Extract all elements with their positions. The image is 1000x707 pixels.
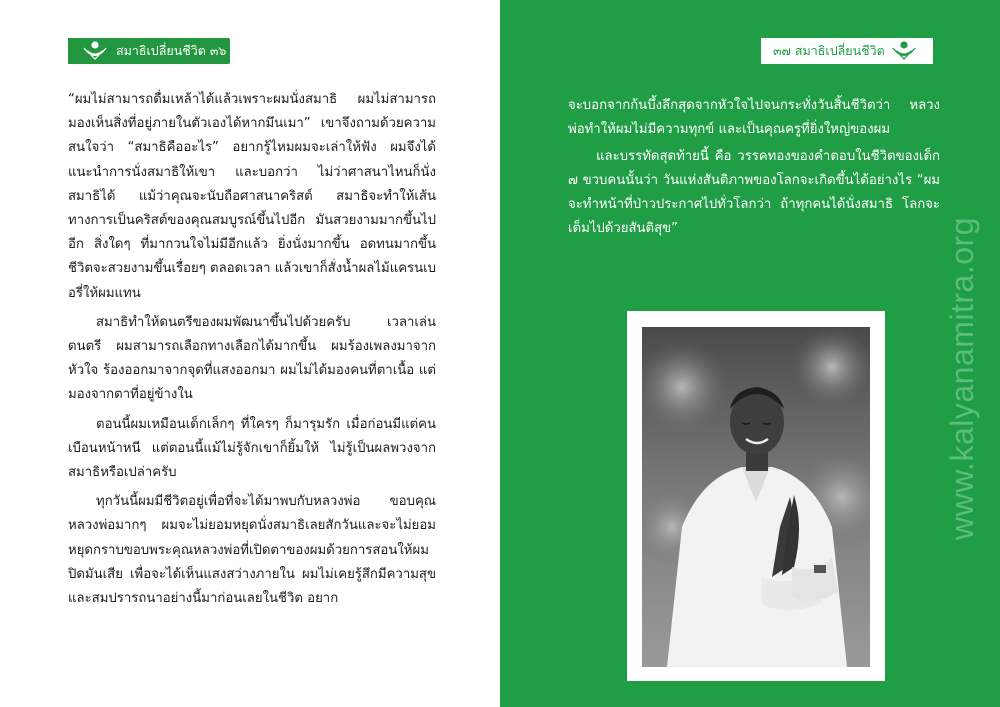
- portrait-photo: [642, 327, 870, 667]
- paragraph: จะบอกจากก้นบึ้งลึกสุดจากหัวใจไปจนกระทั่งวันสิ้นชีวิตว่า หลวงพ่อทำให้ผมไม่มีความทุกข์ และเป็นคุณครูที่ยิ่งใหญ่ของผม: [568, 98, 940, 137]
- meditation-logo-icon: [82, 40, 108, 62]
- left-header-label: สมาธิเปลี่ยนชีวิต ๓๖: [116, 43, 227, 58]
- right-body-text: [568, 94, 940, 244]
- website-watermark: www.kalyanamitra.org: [944, 217, 980, 540]
- right-header-label: ๓๗ สมาธิเปลี่ยนชีวิต: [773, 43, 885, 58]
- photo-frame: [627, 311, 885, 681]
- portrait-photo-illustration: [642, 327, 870, 667]
- right-header-tab: [761, 38, 933, 64]
- paragraph: สมาธิทำให้ดนตรีของผมพัฒนาขึ้นไปด้วยครับ เวลาเล่นดนตรี ผมสามารถเลือกทางเลือกได้มากขึ้น ผมร้องเพลงมาจากหัวใจ ร้องออกมาจากจุดที่แสงออกมา ผมไม่ได้มองคนที่ตาเนื้อ แต่มองจากตาที่อยู่ข้างใน: [68, 314, 436, 403]
- paragraph: ตอนนี้ผมเหมือนเด็กเล็กๆ ที่ใครๆ ก็มารุมรัก เมื่อก่อนมีแต่คนเบือนหน้าหนี แต่ตอนนี้แม้ไม่รู้จักเขาก็ยิ้มให้ ไม่รู้เป็นผลพวงจากสมาธิหรือเปล่าครับ: [68, 416, 436, 481]
- left-body-text: [68, 88, 436, 616]
- paragraph: ทุกวันนี้ผมมีชีวิตอยู่เพื่อที่จะได้มาพบกับหลวงพ่อ ขอบคุณหลวงพ่อมากๆ ผมจะไม่ยอมหยุดนั่งสมาธิเลยสักวันและจะไม่ยอมหยุดกราบขอบพระคุณหลวงพ่อที่เปิดตาของผมด้วยการสอนให้ผมปิดมันเสีย เพื่อจะได้เห็นแสงสว่างภายใน ผมไม่เคยรู้สึกมีความสุขและสมปรารถนาอย่างนี้มาก่อนเลยในชีวิต อยาก: [68, 494, 436, 607]
- left-header-tab: [68, 38, 230, 64]
- paragraph: “ผมไม่สามารถดื่มเหล้าได้แล้วเพราะผมนั่งสมาธิ ผมไม่สามารถมองเห็นสิ่งที่อยู่ภายในตัวเองได้หากมึนเมา” เขาจึงถามด้วยความสนใจว่า “สมาธิคืออะไร” อยากรู้ไหมผมจะเล่าให้ฟัง ผมจึงได้แนะนำการนั่งสมาธิให้เขา และบอกว่า ไม่ว่าศาสนาไหนก็นั่งสมาธิได้ แม้ว่าคุณจะนับถือศาสนาคริสต์ สมาธิจะทำให้เส้นทางการเป็นคริสต์ของคุณสมบูรณ์ขึ้นไปอีก มันสวยงามมากขึ้นไปอีก สิ่งใดๆ ที่มากวนใจไม่มีอีกแล้ว ยิ่งนั่งมากขึ้น อดทนมากขึ้น ชีวิตจะสวยงามขึ้นเรื่อยๆ ตลอดเวลา แล้วเขาก็สั่งน้ำผลไม้แครนเบอรี่ให้ผมแทน: [68, 92, 436, 301]
- paragraph: และบรรทัดสุดท้ายนี้ คือ วรรคทองของคำตอบในชีวิตของเด็ก ๗ ขวบคนนั้นว่า วันแห่งสันติภาพของโลกจะเกิดขึ้นได้อย่างไร “ผมจะทำหน้าที่ป่าวประกาศไปทั่วโลกว่า ถ้าทุกคนได้นั่งสมาธิ โลกจะเต็มไปด้วยสันติสุข”: [568, 149, 940, 236]
- meditation-logo-icon: [891, 40, 917, 62]
